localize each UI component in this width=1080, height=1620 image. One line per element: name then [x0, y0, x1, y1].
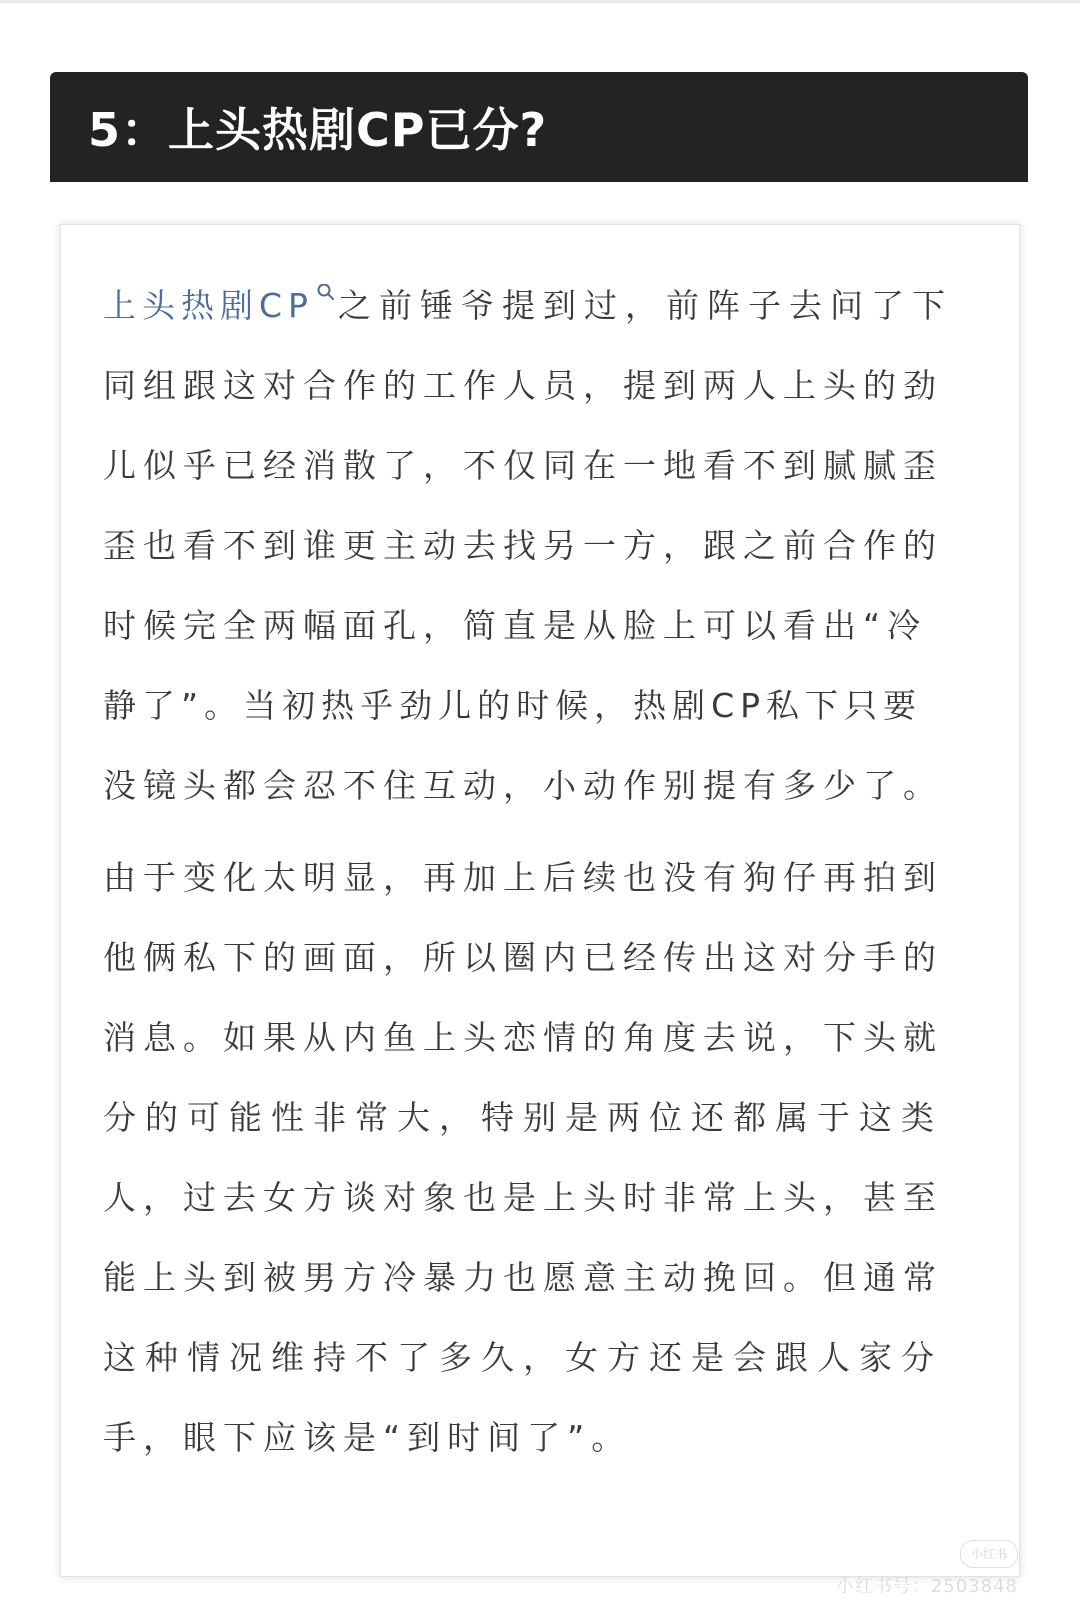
- top-divider: [0, 0, 1080, 3]
- article-line-13: 能上头到被男方冷暴力也愿意主动挽回。但通常: [103, 1258, 943, 1297]
- article-line-8: 由于变化太明显，再加上后续也没有狗仔再拍到: [103, 858, 943, 897]
- article-line-7: 没镜头都会忍不住互动，小动作别提有多少了。: [103, 766, 943, 805]
- article-line-3: 儿似乎已经消散了，不仅同在一地看不到腻腻歪: [103, 446, 943, 485]
- article-line-12: 人，过去女方谈对象也是上头时非常上头，甚至: [103, 1178, 943, 1217]
- search-icon[interactable]: [316, 284, 338, 324]
- article-line-6: 静了”。当初热乎劲儿的时候，热剧CP私下只要: [103, 686, 923, 725]
- article-card: [60, 224, 1020, 1577]
- article-line-text: 之前锤爷提到过，前阵子去问了下: [337, 286, 953, 325]
- article-line-14: 这种情况维持不了多久，女方还是会跟人家分: [103, 1338, 943, 1377]
- section-title: 5：上头热剧CP已分?: [88, 103, 548, 157]
- watermark-badge: 小红书: [960, 1540, 1018, 1568]
- watermark-text: 小红书号：2503848: [835, 1576, 1018, 1597]
- article-line-15: 手，眼下应该是“到时间了”。: [103, 1418, 632, 1457]
- article-line-9: 他俩私下的画面，所以圈内已经传出这对分手的: [103, 938, 943, 977]
- keyword-link[interactable]: 上头热剧CP: [103, 286, 314, 325]
- article-line-1: [103, 284, 983, 328]
- article-line-10: 消息。如果从内鱼上头恋情的角度去说，下头就: [103, 1018, 943, 1057]
- article-line-11: 分的可能性非常大，特别是两位还都属于这类: [103, 1098, 943, 1137]
- article-line-2: 同组跟这对合作的工作人员，提到两人上头的劲: [103, 366, 943, 405]
- article-line-4: 歪也看不到谁更主动去找另一方，跟之前合作的: [103, 526, 943, 565]
- section-header: [50, 72, 1028, 182]
- article-line-5: 时候完全两幅面孔，简直是从脸上可以看出“冷: [103, 606, 928, 645]
